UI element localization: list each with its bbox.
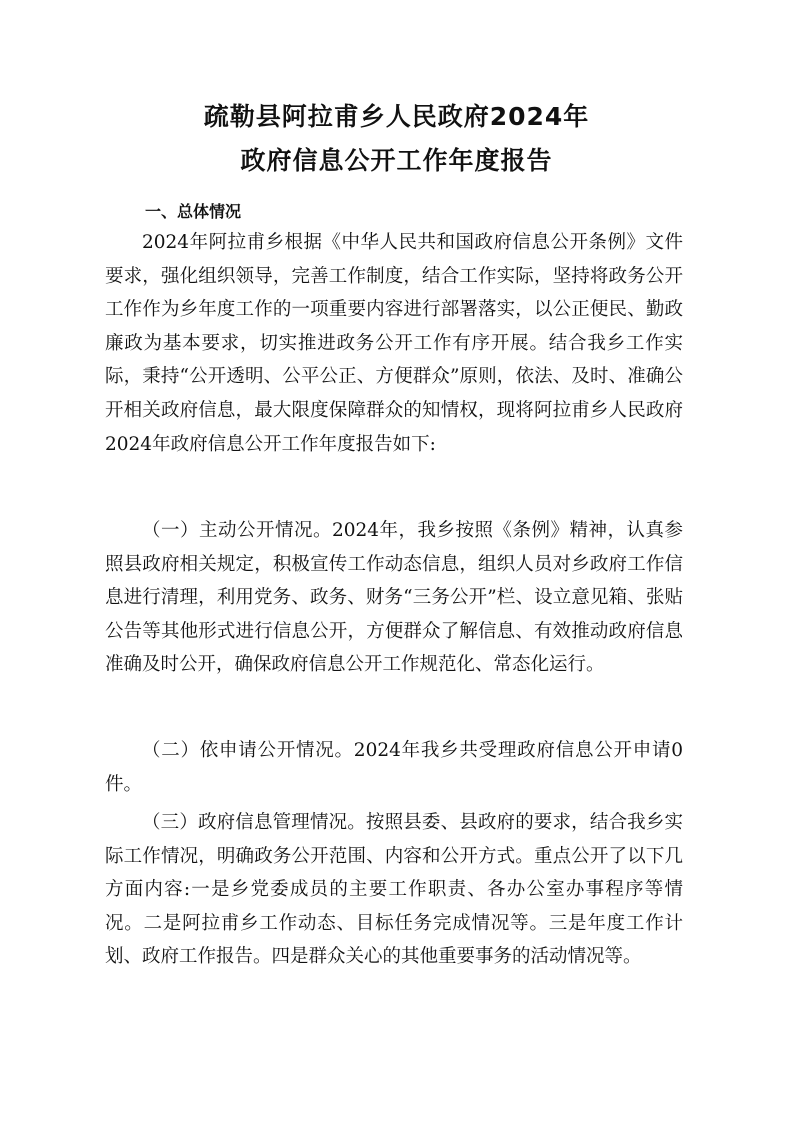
paragraph-information-management: （三）政府信息管理情况。按照县委、县政府的要求，结合我乡实际工作情况，明确政务公开范围、内容和公开方式。重点公开了以下几方面内容:一是乡党委成员的主要工作职责、各办公室办事程序等情况。二是阿拉甫乡工作动态、目标任务完成情况等。三是年度工作计划、政府工作报告。四是群众关心的其他重要事务的活动情况等。 <box>105 812 683 968</box>
paragraph-application-disclosure: （二）依申请公开情况。2024年我乡共受理政府信息公开申请0件。 <box>105 740 683 795</box>
report-title-line-1: 疏勒县阿拉甫乡人民政府2024年 <box>203 102 590 131</box>
report-title-line-2: 政府信息公开工作年度报告 <box>240 146 553 175</box>
paragraph-proactive-disclosure: （一）主动公开情况。2024年，我乡按照《条例》精神，认真参照县政府相关规定，积极宣传工作动态信息，组织人员对乡政府工作信息进行清理，利用党务、政务、财务“三务公开”栏、设立意见箱、张贴公告等其他形式进行信息公开，方便群众了解信息、有效推动政府信息准确及时公开，确保政府信息公开工作规范化、常态化运行。 <box>105 520 683 676</box>
paragraph-intro: 2024年阿拉甫乡根据《中华人民共和国政府信息公开条例》文件要求，强化组织领导，完善工作制度，结合工作实际，坚持将政务公开工作作为乡年度工作的一项重要内容进行部署落实，以公正便民、勤政廉政为基本要求，切实推进政务公开工作有序开展。结合我乡工作实际，秉持“公开透明、公平公正、方便群众”原则，依法、及时、准确公开相关政府信息，最大限度保障群众的知情权，现将阿拉甫乡人民政府2024年政府信息公开工作年度报告如下: <box>105 232 683 455</box>
section-heading-overview: 一、总体情况 <box>145 202 242 221</box>
